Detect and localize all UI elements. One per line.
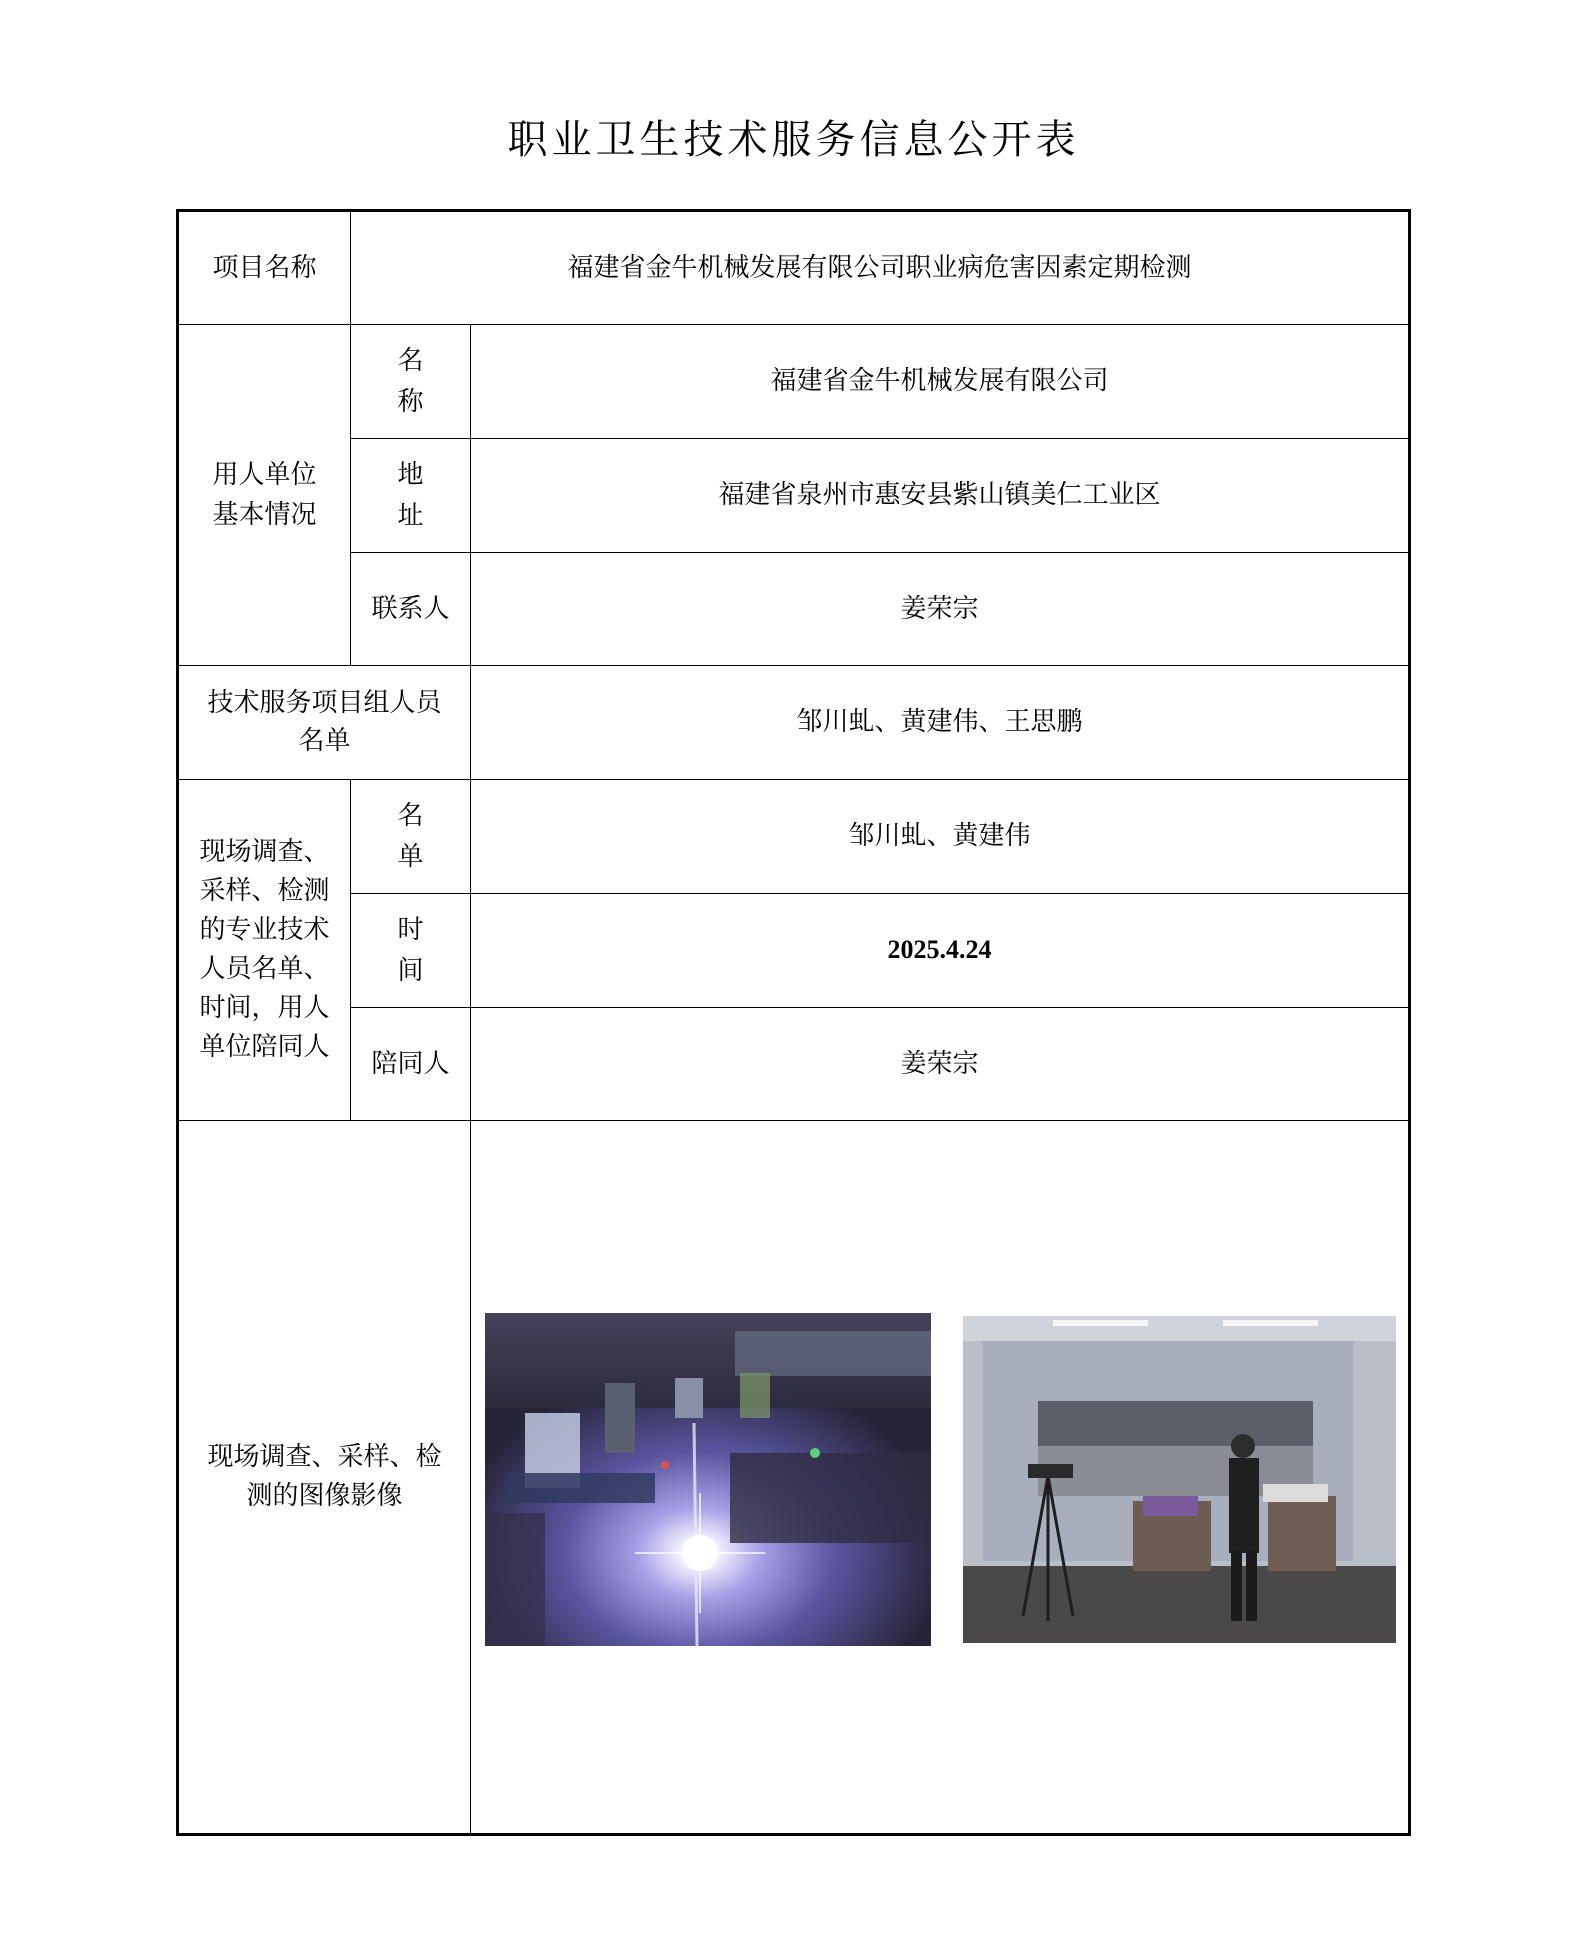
employer-group-label-line2: 基本情况 xyxy=(212,500,317,530)
employer-group-label-line1: 用人单位 xyxy=(212,459,317,490)
employer-name-value: 福建省金牛机械发展有限公司 xyxy=(770,366,1109,397)
team-label-line1: 技术服务项目组人员 xyxy=(207,687,442,718)
spray-booth-image xyxy=(963,1316,1396,1643)
onsite-label-line: 现场调查、 xyxy=(199,837,330,867)
onsite-list-label: 名单 xyxy=(397,801,458,872)
employer-address-label: 地址 xyxy=(397,460,458,531)
onsite-time-value: 2025.4.24 xyxy=(887,935,992,965)
images-label-line2: 测的图像影像 xyxy=(246,1481,403,1511)
employer-name-label: 名称 xyxy=(397,346,458,417)
onsite-label-line: 人员名单、 xyxy=(199,954,330,984)
onsite-label-line: 时间，用人 xyxy=(199,993,330,1023)
images-label-line1: 现场调查、采样、检 xyxy=(207,1442,442,1472)
welding-workshop-image xyxy=(485,1313,931,1646)
spray-booth-photo xyxy=(963,1316,1396,1643)
employer-contact-value: 姜荣宗 xyxy=(900,593,979,624)
onsite-list-value: 邹川虬、黄建伟 xyxy=(848,821,1031,852)
onsite-escort-label: 陪同人 xyxy=(371,1048,450,1079)
onsite-group-label xyxy=(179,780,350,1120)
team-value: 邹川虬、黄建伟、王思鹏 xyxy=(796,707,1083,738)
onsite-label-line: 采样、检测 xyxy=(199,876,330,906)
team-label xyxy=(179,666,470,779)
onsite-label-line: 的专业技术 xyxy=(199,915,330,945)
project-name-label: 项目名称 xyxy=(212,252,317,283)
welding-workshop-photo xyxy=(485,1313,931,1646)
employer-group-label xyxy=(179,325,350,665)
info-table xyxy=(176,209,1411,1836)
team-label-line2: 名单 xyxy=(298,725,351,756)
onsite-time-label: 时间 xyxy=(397,915,458,986)
onsite-label-line: 单位陪同人 xyxy=(199,1032,330,1062)
employer-contact-label: 联系人 xyxy=(371,593,450,624)
onsite-escort-value: 姜荣宗 xyxy=(900,1048,979,1079)
images-label xyxy=(179,1121,470,1833)
project-name-value: 福建省金牛机械发展有限公司职业病危害因素定期检测 xyxy=(567,252,1192,283)
page-title: 职业卫生技术服务信息公开表 xyxy=(507,117,1080,163)
employer-address-value: 福建省泉州市惠安县紫山镇美仁工业区 xyxy=(718,480,1161,511)
